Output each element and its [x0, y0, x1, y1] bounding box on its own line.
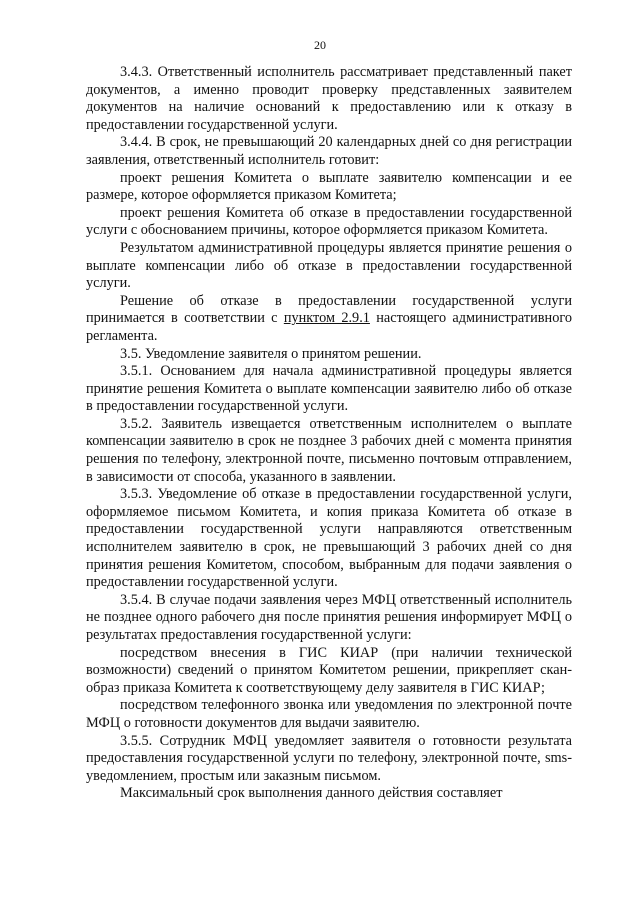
page-number: 20 — [314, 38, 326, 52]
paragraph-3-5-2: 3.5.2. Заявитель извещается ответственным исполнителем о выплате компенсации заявителю в срок не позднее 3 рабочих дней с момента принятия решения по телефону, электронной почте, письменно почтовым отправлением, в зависимости от способа, указанного в заявлении. — [86, 415, 572, 485]
paragraph-draft-compensation: проект решения Комитета о выплате заявителю компенсации и ее размере, которое оформляется приказом Комитета; — [86, 169, 572, 204]
document-body — [86, 64, 572, 803]
paragraph-3-5-1: 3.5.1. Основанием для начала административной процедуры является принятие решения Комитета о выплате компенсации заявителю либо об отказе в предоставлении государственной услуги. — [86, 363, 572, 415]
paragraph-refusal-text-after: настоящего административного регламента. — [86, 310, 573, 344]
paragraph-max-term: Максимальный срок выполнения данного действия составляет — [120, 785, 503, 802]
paragraph-phone-email: посредством телефонного звонка или уведомления по электронной почте МФЦ о готовности документов для выдачи заявителю. — [86, 697, 572, 731]
paragraph-draft-refusal: проект решения Комитета об отказе в предоставлении государственной услуги с обоснованием причины, которое оформляется приказом Комитета. — [86, 204, 572, 239]
paragraph-refusal-text-before: Решение об отказе в предоставлении государственной услуги принимается в соответствии с — [86, 292, 572, 327]
paragraph-3-5-3: 3.5.3. Уведомление об отказе в предоставлении государственной услуги, оформляемое письмом Комитета, и копия приказа Комитета об отказе в предоставлении государственной услуги направляются ответственным исполнителем заявителю в срок, не превышающий 3 рабочих дней со дня принятия решения Комитетом, способом, выбранным для подачи заявления о предоставлении государственной услуги. — [86, 486, 572, 591]
clause-2-9-1-link[interactable]: пунктом 2.9.1 — [283, 310, 370, 327]
paragraph-3-4-3: 3.4.3. Ответственный исполнитель рассматривает представленный пакет документов, а именно проводит проверку представленных заявителем документов на наличие оснований к предоставлению или к отказу в предоставлении государственной услуги. — [86, 64, 572, 133]
paragraph-3-5-4: 3.5.4. В случае подачи заявления через МФЦ ответственный исполнитель не позднее одного рабочего дня после принятия решения информирует МФЦ о результатах предоставления государственной услуги: — [86, 591, 572, 643]
paragraph-3-5-5: 3.5.5. Сотрудник МФЦ уведомляет заявителя о готовности результата предоставления государственной услуги по телефону, электронной почте, sms-уведомлением, простым или заказным письмом. — [86, 732, 572, 784]
paragraph-refusal-decision — [86, 293, 572, 346]
paragraph-procedure-result: Результатом административной процедуры является принятие решения о выплате компенсации либо об отказе в предоставлении государственной услуги. — [86, 239, 572, 292]
paragraph-3-4-4: 3.4.4. В срок, не превышающий 20 календарных дней со дня регистрации заявления, ответственный исполнитель готовит: — [86, 134, 572, 168]
paragraph-gis-kiar: посредством внесения в ГИС КИАР (при наличии технической возможности) сведений о принятом Комитетом решении, прикрепляет скан-образ приказа Комитета к соответствующему делу заявителя в ГИС КИАР; — [86, 644, 572, 696]
paragraph-3-5: 3.5. Уведомление заявителя о принятом решении. — [120, 345, 422, 362]
